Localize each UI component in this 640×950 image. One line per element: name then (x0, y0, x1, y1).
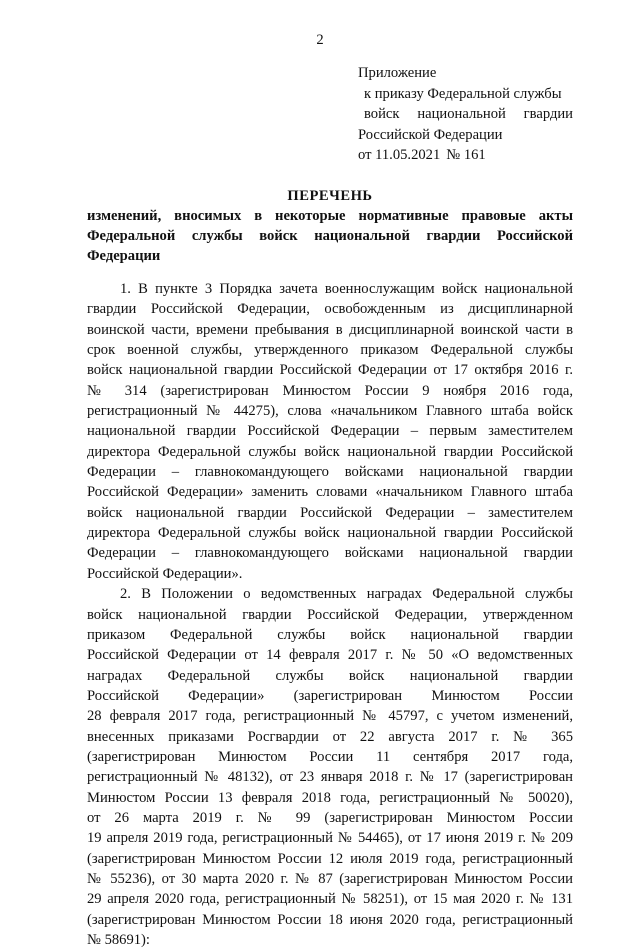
body-text-line: срок военной службы, утвержденного приказом Федеральной службы (87, 342, 573, 359)
body-text-line: № 58691): (87, 932, 150, 948)
appendix-line: Российской Федерации (358, 126, 503, 143)
body-text-line: директора Федеральной службы войск национальной гвардии Российской (87, 525, 573, 542)
body-text-line: 2. В Положении о ведомственных наградах Федеральной службы (120, 586, 573, 603)
body-text-line: наградах Федеральной службы войск национальной гвардии (87, 667, 573, 684)
body-text-line: гвардии Российской Федерации, освобожденным из дисциплинарной (87, 301, 573, 318)
body-text-line: (зарегистрирован Минюстом России 11 сентября 2017 года, (87, 748, 573, 765)
body-text-line: директора Федеральной службы войск национальной гвардии Российской (87, 443, 573, 460)
heading-subtitle-line: Федерации (87, 248, 161, 264)
appendix-date: от 11.05.2021 (358, 147, 441, 163)
appendix-order-number: № 161 (446, 147, 486, 163)
body-text-line: 19 апреля 2019 года, регистрационный № 54465), от 17 июня 2019 г. № 209 (87, 830, 573, 847)
body-text-line: национальной гвардии Российской Федерации – первым заместителем (87, 423, 573, 440)
body-text-line: войск национальной гвардии Российской Федерации, утвержденном (87, 606, 573, 623)
appendix-line: к приказу Федеральной службы (364, 85, 562, 102)
document-heading (87, 186, 573, 266)
appendix-line: Приложение (358, 65, 437, 81)
body-text-line: внесенных приказами Росгвардии от 22 августа 2017 г. № 365 (87, 728, 573, 745)
body-text-line: приказом Федеральной службы войск национальной гвардии (87, 626, 573, 643)
body-text-line: 29 апреля 2020 года, регистрационный № 58251), от 15 мая 2020 г. № 131 (87, 891, 573, 908)
document-body (87, 279, 573, 950)
appendix-date-line (358, 145, 573, 166)
body-text-line: (зарегистрирован Минюстом России 18 июня 2020 года, регистрационный (87, 911, 573, 928)
heading-title: ПЕРЕЧЕНЬ (287, 188, 373, 204)
body-text-line: войск национальной гвардии Российской Федерации от 17 октября 2016 г. (87, 362, 573, 379)
body-text-line: № 314 (зарегистрирован Минюстом России 9 ноября 2016 года, (87, 382, 573, 399)
body-text-line: регистрационный № 48132), от 23 января 2018 г. № 17 (зарегистрирован (87, 769, 573, 786)
heading-subtitle-line: Федеральной службы войск национальной гвардии Российской (87, 228, 573, 244)
body-text-line: № 55236), от 30 марта 2020 г. № 87 (зарегистрирован Минюстом России (87, 870, 573, 887)
body-text-line: 28 февраля 2017 года, регистрационный № 45797, с учетом изменений, (87, 708, 573, 725)
body-text-line: 1. В пункте 3 Порядка зачета военнослужащим войск национальной (120, 281, 573, 297)
heading-subtitle-line: изменений, вносимых в некоторые нормативные правовые акты (87, 208, 573, 224)
body-text-line: регистрационный № 44275), слова «начальником Главного штаба войск (87, 403, 573, 420)
appendix-block (358, 63, 573, 166)
body-text-line: воинской части, времени пребывания в дисциплинарной воинской части в (87, 321, 573, 338)
body-text-line: (зарегистрирован Минюстом России 12 июля 2019 года, регистрационный (87, 850, 573, 867)
body-text-line: Минюстом России 13 февраля 2018 года, регистрационный № 50020), (87, 789, 573, 806)
body-text-line: Федерации – главнокомандующего войсками национальной гвардии (87, 545, 573, 562)
body-text-line: Российской Федерации» заменить словами «начальником Главного штаба (87, 484, 573, 501)
body-text-line: Российской Федерации от 14 февраля 2017 г. № 50 «О ведомственных (87, 647, 573, 664)
body-text-line: войск национальной гвардии Российской Федерации – заместителем (87, 504, 573, 521)
body-text-line: Российской Федерации». (87, 565, 243, 582)
body-text-line: Федерации – главнокомандующего войсками национальной гвардии (87, 464, 573, 481)
page-number: 2 (316, 32, 324, 48)
appendix-line: войск национальной гвардии (364, 106, 573, 122)
body-text-line: от 26 марта 2019 г. № 99 (зарегистрирован Минюстом России (87, 809, 573, 826)
body-text-line: Российской Федерации» (зарегистрирован Минюстом России (87, 687, 573, 704)
